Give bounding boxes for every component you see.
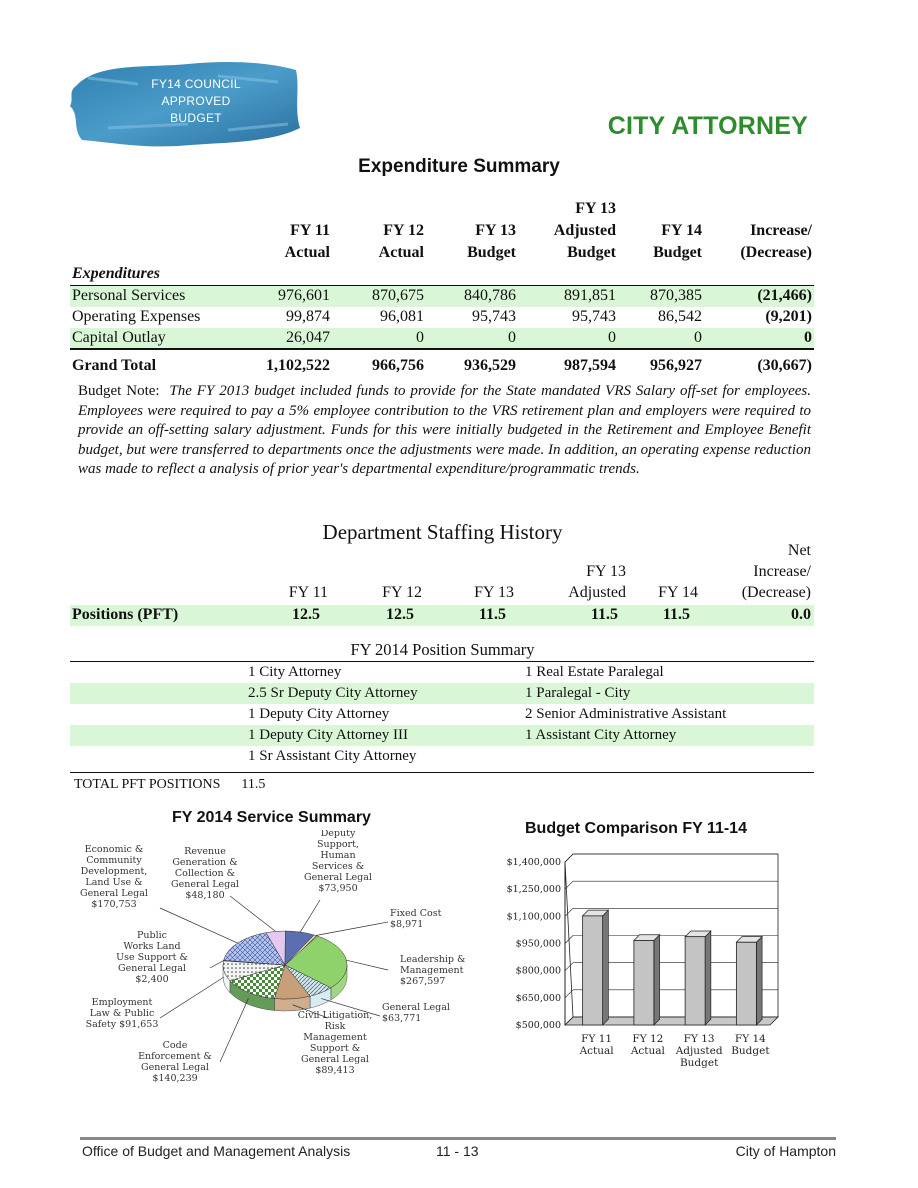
pie-leader-line bbox=[346, 960, 388, 970]
position-right: 1 Assistant City Attorney bbox=[525, 727, 677, 743]
pie-label-line: General Legal bbox=[382, 1002, 450, 1013]
expenditure-row-label: Operating Expenses bbox=[72, 308, 201, 325]
pie-label-line: Civil Litigation, bbox=[297, 1010, 373, 1021]
pie-label-line: General Legal bbox=[80, 888, 148, 899]
expenditure-value: 86,542 bbox=[658, 308, 702, 325]
expenditure-summary-title: Expenditure Summary bbox=[358, 156, 560, 177]
pie-label-line: $63,771 bbox=[382, 1013, 422, 1024]
pie-label-line: Economic & bbox=[84, 844, 144, 855]
expenditure-row bbox=[70, 328, 814, 349]
expenditure-value: 840,786 bbox=[464, 287, 516, 304]
bar-y-tick-label: $950,000 bbox=[515, 938, 561, 950]
pie-label-line: Safety $91,653 bbox=[85, 1019, 159, 1030]
pie-label-line: Law & Public bbox=[89, 1008, 155, 1019]
grand-total-value: 936,529 bbox=[464, 357, 516, 374]
budget-note-label: Budget Note: bbox=[78, 383, 160, 399]
grand-total-value: 1,102,522 bbox=[266, 357, 330, 374]
expenditure-header-cell: Budget bbox=[467, 244, 516, 261]
position-summary-row bbox=[70, 683, 814, 704]
expenditures-section-label: Expenditures bbox=[72, 265, 161, 282]
service-summary-pie-chart bbox=[70, 830, 470, 1095]
expenditure-value: 96,081 bbox=[380, 308, 424, 325]
staffing-header-cell: FY 13 bbox=[474, 584, 514, 601]
pie-label-line: Community bbox=[86, 855, 142, 866]
pie-label-line: Fixed Cost bbox=[390, 908, 442, 919]
department-title: CITY ATTORNEY bbox=[607, 112, 808, 140]
staffing-header-cell: FY 12 bbox=[382, 584, 422, 601]
expenditure-header-cell: FY 11 bbox=[290, 222, 330, 239]
bar-side bbox=[603, 910, 609, 1025]
expenditure-value: 976,601 bbox=[278, 287, 330, 304]
position-right: 1 Real Estate Paralegal bbox=[525, 664, 664, 680]
pie-label bbox=[390, 908, 442, 930]
total-pft-label: TOTAL PFT POSITIONS bbox=[74, 777, 221, 792]
pie-label-line: Human bbox=[320, 850, 356, 861]
grand-total-value: 956,927 bbox=[650, 357, 702, 374]
expenditure-row bbox=[70, 286, 814, 307]
pie-leader-line bbox=[210, 961, 224, 968]
total-pft-positions bbox=[74, 777, 265, 793]
pie-label-line: Deputy bbox=[320, 830, 356, 839]
bar-category-line: Adjusted bbox=[675, 1045, 723, 1057]
bar-category-line: Budget bbox=[679, 1057, 719, 1069]
pie-label-line: $73,950 bbox=[318, 883, 358, 894]
pie-label-line: General Legal bbox=[301, 1054, 369, 1065]
expenditure-value: 26,047 bbox=[286, 329, 330, 346]
bar-side bbox=[756, 937, 762, 1025]
expenditure-header-cell: Increase/ bbox=[750, 222, 812, 239]
bar bbox=[736, 942, 756, 1025]
pie-label-line: Management bbox=[400, 965, 464, 976]
expenditure-header-cell: Budget bbox=[567, 244, 616, 261]
bar-category-label bbox=[630, 1033, 666, 1057]
bar bbox=[685, 937, 705, 1025]
badge-line-2: APPROVED bbox=[161, 94, 231, 108]
position-summary-title: FY 2014 Position Summary bbox=[350, 640, 535, 659]
pie-label bbox=[138, 1040, 212, 1084]
pie-label-line: $2,400 bbox=[135, 974, 169, 985]
pie-label bbox=[171, 846, 239, 901]
pie-label-line: Works Land bbox=[123, 941, 181, 952]
bar-category-line: Budget bbox=[731, 1045, 770, 1057]
pie-label-line: Collection & bbox=[174, 868, 236, 879]
pie-label-line: Support, bbox=[317, 839, 359, 850]
pie-label-line: General Legal bbox=[141, 1062, 209, 1073]
pie-label-line: Risk bbox=[324, 1021, 346, 1032]
pie-label bbox=[86, 997, 159, 1030]
expenditure-value: 99,874 bbox=[286, 308, 330, 325]
position-right: 1 Paralegal - City bbox=[525, 685, 631, 701]
bar-category-label bbox=[579, 1033, 615, 1057]
expenditure-value: 0 bbox=[694, 329, 702, 346]
expenditure-value: 95,743 bbox=[472, 308, 516, 325]
service-summary-title: FY 2014 Service Summary bbox=[172, 809, 371, 826]
pie-label-line: Development, bbox=[80, 866, 148, 877]
pie-label-line: Generation & bbox=[172, 857, 238, 868]
positions-label: Positions (PFT) bbox=[72, 606, 179, 623]
position-left: 1 Sr Assistant City Attorney bbox=[248, 748, 417, 764]
grand-total-value: (30,667) bbox=[757, 357, 812, 374]
position-left: 2.5 Sr Deputy City Attorney bbox=[248, 685, 418, 701]
pie-label-line: Services & bbox=[311, 861, 365, 872]
pie-leader-line bbox=[160, 908, 238, 943]
bar-y-tick-label: $800,000 bbox=[515, 965, 561, 977]
badge-line-1: FY14 COUNCIL bbox=[151, 77, 241, 91]
bar-side bbox=[654, 935, 660, 1025]
footer-city: City of Hampton bbox=[735, 1143, 836, 1159]
pie-leader-line bbox=[230, 896, 276, 931]
bar-y-tick-label: $1,250,000 bbox=[506, 884, 561, 896]
grand-total-value: 966,756 bbox=[372, 357, 424, 374]
expenditure-header-cell: FY 13 bbox=[575, 200, 616, 217]
pie-leader-line bbox=[160, 977, 224, 1018]
expenditure-header-cell: FY 14 bbox=[661, 222, 702, 239]
pie-label-line: Management bbox=[303, 1032, 367, 1043]
pie-label-line: $48,180 bbox=[185, 890, 225, 901]
bar bbox=[583, 916, 603, 1025]
expenditure-row-label: Personal Services bbox=[72, 287, 186, 304]
expenditure-value: 0 bbox=[804, 329, 812, 346]
grand-total-value: 987,594 bbox=[564, 357, 616, 374]
pie-label-line: Use Support & bbox=[116, 952, 188, 963]
budget-comparison-bar-chart bbox=[470, 850, 790, 1080]
position-right: 2 Senior Administrative Assistant bbox=[525, 706, 727, 722]
grand-total-label: Grand Total bbox=[72, 357, 157, 374]
expenditure-header-cell: FY 13 bbox=[475, 222, 516, 239]
position-summary-row bbox=[70, 704, 814, 725]
budget-note-text: The FY 2013 budget included funds to provide for the State mandated VRS Salary off-set for employees. Employees were required to pay a 5% employee contribution to the VRS retirement plan and employers were required to provide an off-setting salary adjustment. Funds for this were initially budgeted in the Retirement and Employee Benefit budget, but were transferred to departments once the adjustments were made. In addition, an operating expense reduction was made to reflect a analysis of prior year's departmental expenditure/programmatic trends. bbox=[78, 383, 812, 478]
pie-label-line: Public bbox=[137, 930, 167, 941]
expenditure-row bbox=[70, 307, 814, 328]
position-summary-row bbox=[70, 725, 814, 746]
expenditure-header-cell: (Decrease) bbox=[740, 244, 812, 261]
pie-label-line: $267,597 bbox=[400, 976, 446, 987]
bar-category-line: FY 11 bbox=[581, 1033, 613, 1045]
bar-y-tick-label: $650,000 bbox=[515, 992, 561, 1004]
positions-value: 12.5 bbox=[292, 606, 320, 623]
staffing-header-cell: Adjusted bbox=[568, 584, 626, 601]
pie-label bbox=[382, 1002, 450, 1024]
pie-label-line: Revenue bbox=[184, 846, 226, 857]
expenditure-value: (9,201) bbox=[765, 308, 812, 325]
total-pft-value: 11.5 bbox=[241, 777, 266, 792]
positions-value: 11.5 bbox=[478, 606, 506, 623]
bar-category-line: FY 14 bbox=[734, 1033, 766, 1045]
pie-label-line: $8,971 bbox=[390, 919, 424, 930]
pie-label-line: $89,413 bbox=[315, 1065, 355, 1076]
pie-leader-line bbox=[300, 900, 320, 932]
footer-rule bbox=[80, 1137, 836, 1140]
positions-row bbox=[70, 605, 814, 626]
pie-label-line: General Legal bbox=[304, 872, 372, 883]
staffing-history-title: Department Staffing History bbox=[322, 520, 563, 544]
pie-label-line: Enforcement & bbox=[138, 1051, 212, 1062]
expenditure-value: 0 bbox=[608, 329, 616, 346]
staffing-header-cell: FY 11 bbox=[288, 584, 328, 601]
grand-total-row bbox=[70, 356, 814, 377]
budget-badge-text bbox=[122, 76, 270, 127]
bar bbox=[634, 940, 654, 1025]
pie-label-line: Land Use & bbox=[85, 877, 143, 888]
position-summary-row bbox=[70, 662, 814, 683]
pie-label-line: Employment bbox=[91, 997, 153, 1008]
pie-label-line: $140,239 bbox=[152, 1073, 198, 1084]
bar-category-line: FY 12 bbox=[632, 1033, 664, 1045]
expenditure-value: 0 bbox=[508, 329, 516, 346]
bar-y-tick-label: $500,000 bbox=[515, 1020, 561, 1031]
expenditure-header-cell: Adjusted bbox=[553, 222, 616, 239]
positions-value: 11.5 bbox=[590, 606, 618, 623]
position-left: 1 Deputy City Attorney bbox=[248, 706, 390, 722]
expenditure-value: 870,385 bbox=[650, 287, 702, 304]
expenditure-value: 891,851 bbox=[564, 287, 616, 304]
positions-value: 11.5 bbox=[662, 606, 690, 623]
position-left: 1 Deputy City Attorney III bbox=[248, 727, 408, 743]
expenditure-value: 95,743 bbox=[572, 308, 616, 325]
pie-label-line: Leadership & bbox=[400, 954, 466, 965]
position-left: 1 City Attorney bbox=[248, 664, 342, 680]
pie-label bbox=[400, 954, 465, 987]
bar-category-line: FY 13 bbox=[683, 1033, 715, 1045]
positions-value: 12.5 bbox=[386, 606, 414, 623]
pie-label-line: Code bbox=[162, 1040, 188, 1051]
position-summary-bottom-rule bbox=[70, 772, 814, 773]
pie-label-line: General Legal bbox=[171, 879, 239, 890]
pie-leader-line bbox=[220, 998, 248, 1062]
staffing-header-cell: FY 13 bbox=[586, 563, 626, 580]
expenditure-header-cell: Actual bbox=[378, 244, 424, 261]
subtotal-rule bbox=[70, 348, 814, 350]
bar-y-tick-label: $1,400,000 bbox=[506, 857, 561, 868]
footer-office: Office of Budget and Management Analysis bbox=[82, 1143, 351, 1159]
bar-category-line: Actual bbox=[579, 1045, 614, 1057]
pie-label-line: General Legal bbox=[118, 963, 186, 974]
bar-category-label bbox=[731, 1033, 770, 1057]
pie-label bbox=[304, 830, 372, 894]
budget-comparison-title: Budget Comparison FY 11-14 bbox=[525, 820, 747, 837]
staffing-header-cell: Net bbox=[787, 542, 811, 559]
pie-leader-line bbox=[316, 922, 388, 936]
pie-label-line: Support & bbox=[309, 1043, 361, 1054]
expenditure-header-cell: Actual bbox=[284, 244, 330, 261]
position-summary-row bbox=[70, 746, 814, 767]
pie-label bbox=[116, 930, 188, 985]
expenditure-row-label: Capital Outlay bbox=[72, 329, 166, 346]
badge-line-3: BUDGET bbox=[170, 111, 222, 125]
expenditure-header-cell: FY 12 bbox=[383, 222, 424, 239]
expenditure-value: (21,466) bbox=[757, 287, 812, 304]
pie-label bbox=[80, 844, 148, 910]
expenditure-value: 0 bbox=[416, 329, 424, 346]
budget-note bbox=[78, 382, 811, 480]
bar-category-label bbox=[675, 1033, 723, 1069]
bar-y-tick-label: $1,100,000 bbox=[506, 911, 561, 923]
bar-category-line: Actual bbox=[630, 1045, 665, 1057]
expenditure-value: 870,675 bbox=[372, 287, 424, 304]
pie-label bbox=[298, 1010, 372, 1076]
footer-page-number: 11 - 13 bbox=[436, 1143, 479, 1159]
pie-label-line: $170,753 bbox=[91, 899, 137, 910]
positions-value: 0.0 bbox=[791, 606, 811, 623]
staffing-header-cell: FY 14 bbox=[658, 584, 698, 601]
bar-side bbox=[705, 931, 711, 1025]
expenditure-header-cell: Budget bbox=[653, 244, 702, 261]
staffing-header-cell: Increase/ bbox=[753, 563, 811, 580]
staffing-header-cell: (Decrease) bbox=[741, 584, 811, 601]
